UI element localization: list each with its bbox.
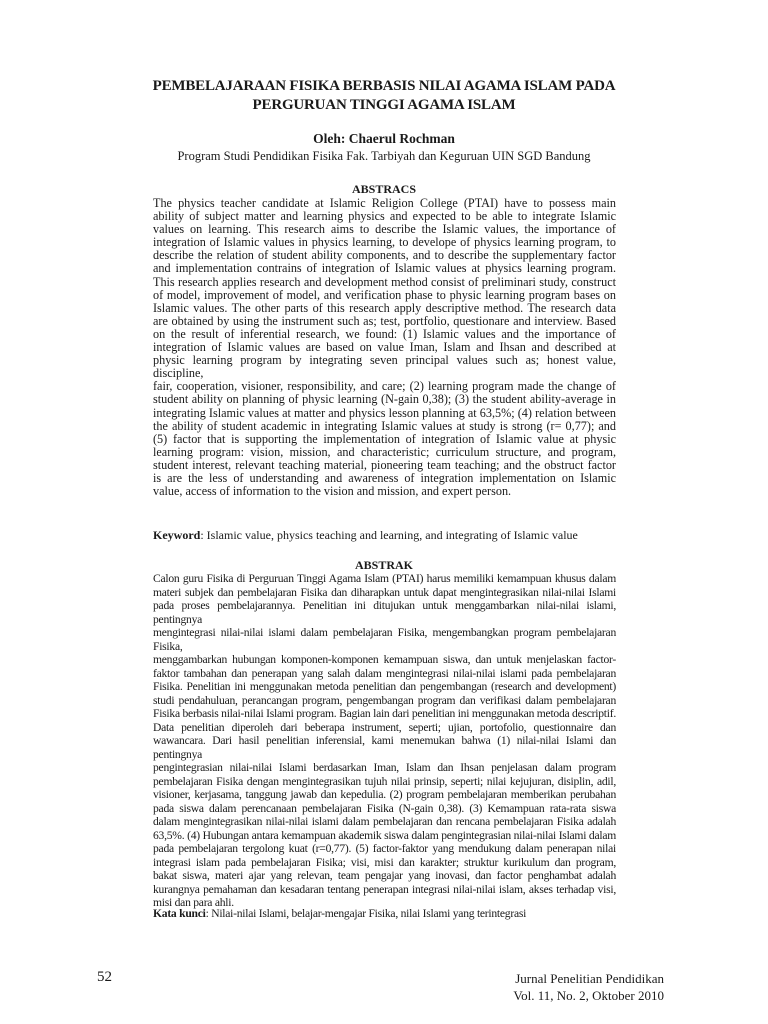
abstract-line: physic learning program by integrating seven principal values such as; honest value, discipline, (153, 353, 616, 381)
kata-kunci-text: : Nilai-nilai Islami, belajar-mengajar Fisika, nilai Islami yang terintegrasi (205, 907, 527, 920)
abstract-line: student interest, relevant teaching material, pioneering team teaching; and the obstruct factor (153, 457, 616, 472)
abstract-line: pada siswa dalam perencanaan pembelajaran Fisika (N-gain 0,38). (3) Kemampuan rata-rata siswa (153, 801, 616, 815)
abstract-line: Fisika berbasis nilai-nilai Islami program. Bagian lain dari penelitian ini menggunakan metoda descriptif. (153, 707, 616, 720)
journal-name: Jurnal Penelitian Pendidikan (515, 971, 664, 986)
abstract-line: integrasi islam pada pembelajaran Fisika; visi, misi dan karakter; struktur kurikulum dan program, (153, 855, 616, 869)
abstract-line: studi pendahuluan, perancangan program, pengembangan program dan verifikasi dalam pembelajaran (153, 693, 616, 707)
abstract-line: ability of subject matter and learning physics and expected to be able to integrate Islamic (153, 209, 616, 224)
abstract-en-heading: ABSTRACS (351, 182, 417, 196)
abstract-line: is are the less of understanding and awareness of integration implementation on Islamic (153, 470, 616, 485)
abstract-line: kurangnya pemahaman dan kesadaran tentang penerapan integrasi nilai-nilai islam, akses terhadap visi, (153, 882, 616, 896)
abstract-line: pengintegrasian nilai-nilai Islami berdasarkan Iman, Islam dan Ihsan penjelasan dalam program (153, 761, 616, 774)
abstract-line: value, access of information to the vision and mission, and expert person. (153, 484, 512, 499)
abstract-id-heading: ABSTRAK (354, 558, 413, 572)
abstract-line: Islamic values. The other parts of this research apply descriptive method. The research data (153, 300, 616, 315)
paper-title (100, 77, 668, 115)
abstract-line: pada pembelajaran tergolong kuat (r=0,77). (5) factor-faktor yang mendukung dalam penerapan nilai (153, 842, 616, 855)
title-line-1: PEMBELAJARAAN FISIKA BERBASIS NILAI AGAMA ISLAM PADA (152, 78, 616, 94)
page-number: 52 (97, 969, 112, 985)
abstract-line: The physics teacher candidate at Islamic Religion College (PTAI) have to possess main (153, 196, 616, 210)
abstract-line: Fisika. Penelitian ini menggunakan metoda penelitian dan pengembangan (research and development) (153, 680, 616, 693)
keyword-label: Keyword (153, 528, 201, 542)
abstract-line: misi dan para ahli. (153, 896, 234, 909)
abstract-line: integration of Islamic values are based on value Iman, Islam and Ihsan and described at (153, 340, 616, 355)
abstract-line: of model, improvement of model, and verification phase to physic learning program bases on (153, 287, 616, 302)
abstract-line: the ability of student academic in integrating Islamic values at study is strong (r= 0,77); and (153, 418, 616, 433)
abstract-line: Calon guru Fisika di Perguruan Tinggi Agama Islam (PTAI) harus memiliki kemampuan khusus dalam (153, 572, 616, 585)
abstract-line: (5) factor that is supporting the implementation of integration of Islamic value at physic (153, 431, 616, 446)
abstract-line: integration of Islamic values in physics learning, to develope of physics learning program, to (153, 235, 616, 250)
kata-kunci-label: Kata kunci (153, 907, 206, 920)
abstract-line: on the result of inferential research, we found: (1) Islamic values and the importance of (153, 326, 616, 341)
journal-volume: Vol. 11, No. 2, Oktober 2010 (513, 988, 664, 1003)
abstract-line: wawancara. Dari hasil penelitian inferensial, kami menemukan bahwa (1) nilai-nilai Islami dan pentingnya (153, 734, 616, 761)
abstract-line: 63,5%. (4) Hubungan antara kemampuan akademik siswa dalam pengintegrasian nilai-nilai Islami dalam (153, 828, 616, 842)
abstract-line: pembelajaran Fisika dengan mengintegrasikan tujuh nilai prinsip, seperti; nilai kejujuran, disiplin, adil, (153, 774, 616, 788)
abstract-line: dalam mengintegrasikan nilai-nilai islami dalam pembelajaran dan rencana pembelajaran Fisika adalah (153, 815, 616, 828)
author-line: Oleh: Chaerul Rochman (313, 131, 455, 146)
abstract-line: fair, cooperation, visioner, responsibility, and care; (2) learning program made the change of (153, 379, 616, 394)
abstract-line: visioner, kerjasama, tanggung jawab dan kepedulia. (2) program pembelajaran memberikan perubahan (153, 788, 616, 801)
abstract-line: This research applies research and development method consist of preliminari study, construct (153, 274, 616, 289)
journal-footer (513, 970, 664, 1004)
title-line-2: PERGURUAN TINGGI AGAMA ISLAM (252, 97, 516, 113)
abstract-id-body (153, 572, 616, 910)
abstract-line: describe the relation of student ability components, and to describe the supplementary factor (153, 248, 616, 263)
abstract-line: Data penelitian diperoleh dari beberapa instrument, seperti; ujian, portofolio, questionnaire dan (153, 720, 616, 734)
abstract-line: bakat siswa, materi ajar yang relevan, team pengajar yang inovasi, dan factor penghambat adalah (153, 869, 616, 882)
abstract-line: integrating Islamic values at matter and physics lesson planning at 63,5%; (4) relation between (153, 405, 616, 420)
abstract-line: faktor tambahan dan penerapan yang salah dalam mengintegrasi nilai-nilai islami pada pembelajaran (153, 666, 616, 680)
abstract-line: materi subjek dan pembelajaran Fisika dan diharapkan untuk dapat mengintegrasikan nilai-nilai Islami (153, 585, 616, 599)
abstract-line: learning program: vision, mission, and characteristic; curriculum structure, and program, (153, 444, 616, 459)
keyword-text: : Islamic value, physics teaching and learning, and integrating of Islamic value (200, 528, 578, 542)
abstract-line: and implementation contrains of integration of Islamic values at physics learning program. (153, 261, 616, 276)
abstract-line: are obtained by using the instrument such as; test, portfolio, questionare and interview. Based (153, 313, 616, 328)
affiliation-line: Program Studi Pendidikan Fisika Fak. Tarbiyah dan Keguruan UIN SGD Bandung (177, 149, 591, 163)
keyword-line (153, 528, 616, 543)
abstract-line: mengintegrasi nilai-nilai islami dalam pembelajaran Fisika, mengembangkan program pembelajaran Fisika, (153, 626, 616, 653)
kata-kunci-line (153, 906, 616, 921)
abstract-line: menggambarkan hubungan komponen-komponen kemampuan siswa, dan untuk menjelaskan factor- (153, 653, 616, 666)
abstract-en-body (153, 197, 616, 498)
abstract-line: values on learning. This research aims to describe the Islamic values, the importance of (153, 222, 616, 237)
abstract-line: student ability on planning of physic learning (N-gain 0,38); (3) the student ability-average in (153, 392, 616, 407)
abstract-line: pada proses pembelajarannya. Penelitian ini ditujukan untuk menggambarkan nilai-nilai islami, pentingnya (153, 599, 616, 626)
